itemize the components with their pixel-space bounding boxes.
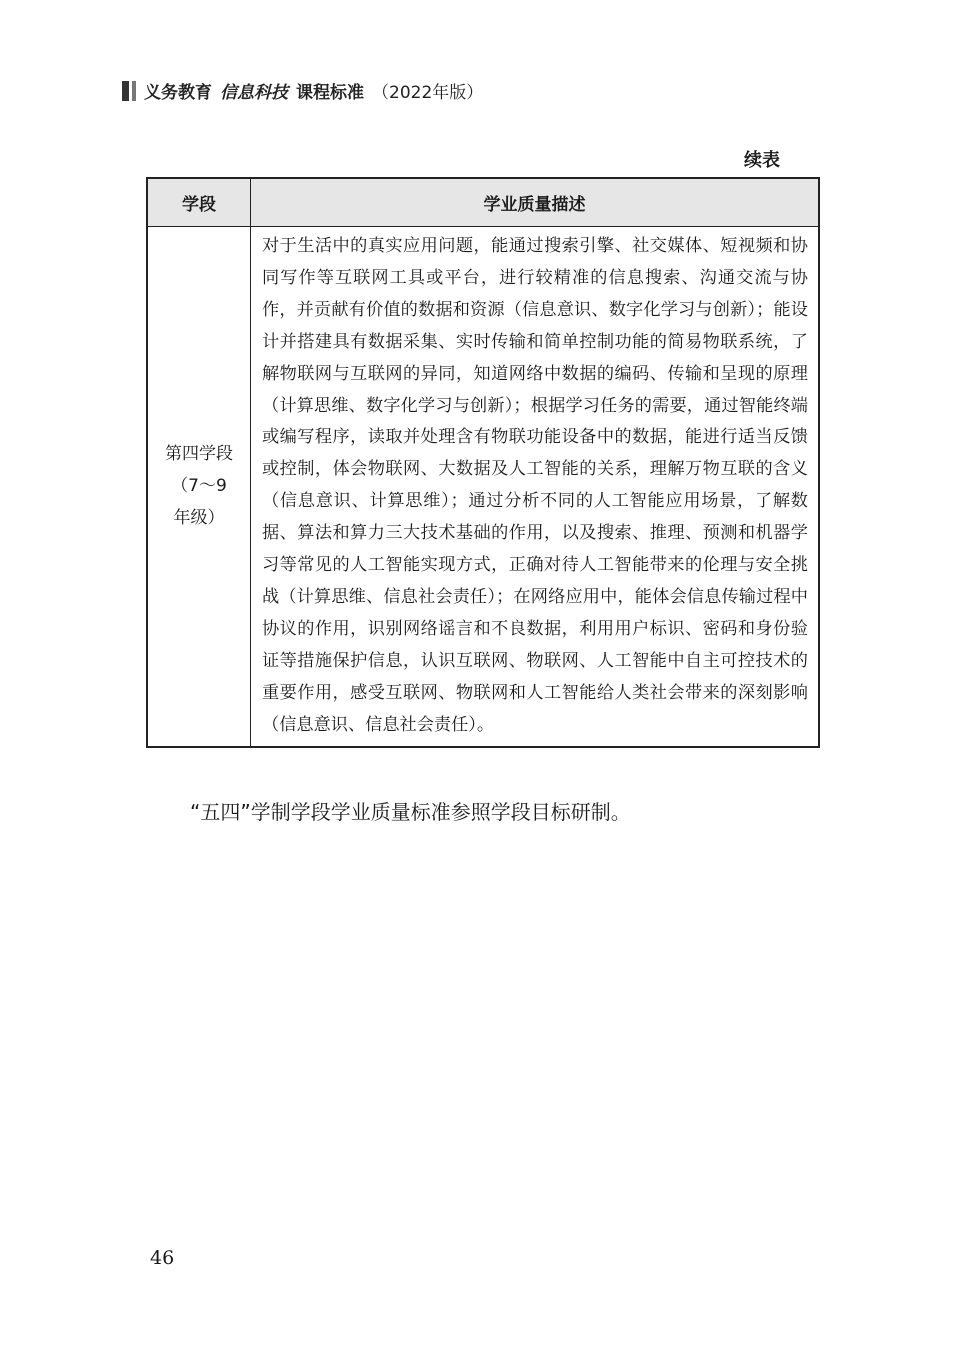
- header-year: （2022年版）: [372, 83, 484, 103]
- footnote: “五四”学制学段学业质量标准参照学段目标研制。: [190, 800, 631, 824]
- running-header: [122, 78, 483, 103]
- header-standard: 义务教育: [144, 83, 212, 103]
- header-bars-icon: [122, 81, 136, 101]
- table-header-row: [147, 178, 819, 227]
- description-cell: 对于生活中的真实应用问题，能通过搜索引擎、社交媒体、短视频和协同写作等互联网工具或平台，进行较精准的信息搜索、沟通交流与协作，并贡献有价值的数据和资源（信息意识、数字化学习与创新）；能设计并搭建具有数据采集、实时传输和简单控制功能的简易物联系统，了解物联网与互联网的异同，知道网络中数据的编码、传输和呈现的原理（计算思维、数字化学习与创新）；根据学习任务的需要，通过智能终端或编写程序，读取并处理含有物联功能设备中的数据，能进行适当反馈或控制，体会物联网、大数据及人工智能的关系，理解万物互联的含义（信息意识、计算思维）；通过分析不同的人工智能应用场景，了解数据、算法和算力三大技术基础的作用，以及搜索、推理、预测和机器学习等常见的人工智能实现方式，正确对待人工智能带来的伦理与安全挑战（计算思维、信息社会责任）；在网络应用中，能体会信息传输过程中协议的作用，识别网络谣言和不良数据，利用用户标识、密码和身份验证等措施保护信息，认识互联网、物联网、人工智能中自主可控技术的重要作用，感受互联网、物联网和人工智能给人类社会带来的深刻影响（信息意识、信息社会责任）。: [251, 227, 820, 747]
- header-cell-stage: 学段: [147, 178, 251, 227]
- header-cell-description: 学业质量描述: [251, 178, 820, 227]
- header-title: 课程标准: [296, 83, 364, 103]
- page-number: 46: [150, 1247, 175, 1269]
- table-row: [147, 227, 819, 747]
- stage-grade-range: （7～9: [171, 476, 227, 497]
- header-subject: 信息科技: [220, 83, 288, 103]
- continued-table-label: 续表: [744, 150, 780, 171]
- stage-cell: [147, 227, 251, 747]
- stage-grade-suffix: 年级）: [173, 508, 225, 529]
- quality-table: [146, 177, 820, 748]
- stage-name: 第四学段: [165, 444, 233, 465]
